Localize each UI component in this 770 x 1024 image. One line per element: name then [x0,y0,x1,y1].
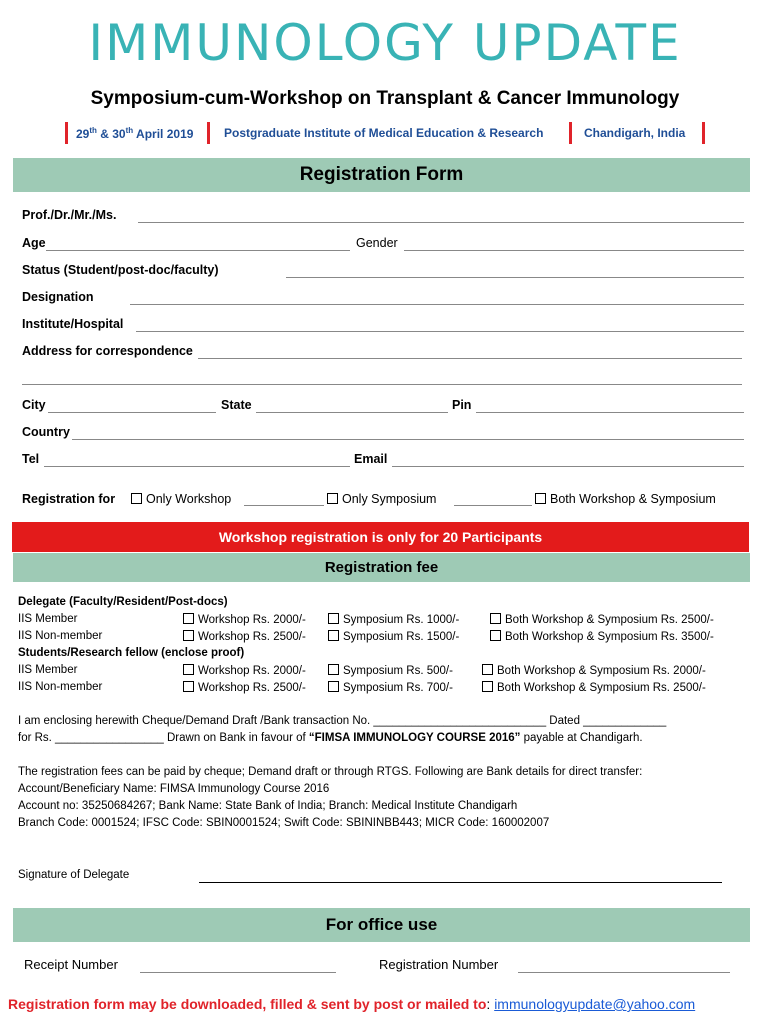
contact-email-link[interactable]: immunologyupdate@yahoo.com [494,996,696,1012]
divider [207,122,210,144]
footer-note: Registration form may be downloaded, filled & sent by post or mailed to: immunologyupdate@yahoo.com [8,996,696,1012]
fee-row-label: IIS Member [18,664,78,676]
fee-group-delegate: Delegate (Faculty/Resident/Post-docs) [18,596,228,608]
status-field[interactable] [286,277,744,278]
registration-number-label: Registration Number [379,957,499,972]
divider [569,122,572,144]
fee-group-students: Students/Research fellow (enclose proof) [18,647,245,659]
registration-number-field[interactable] [518,972,730,973]
age-label: Age [22,236,46,250]
signature-field[interactable] [199,882,722,883]
event-location: Chandigarh, India [584,126,686,140]
checkbox[interactable] [535,493,546,504]
blank-line [454,505,532,506]
gender-field[interactable] [404,250,744,251]
name-field[interactable] [138,222,744,223]
fee-symposium[interactable]: Symposium Rs. 1500/- [328,630,459,643]
checkbox[interactable] [328,613,339,624]
option-both[interactable]: Both Workshop & Symposium [535,492,716,506]
email-label: Email [354,452,388,466]
office-use-heading: For office use [13,908,750,942]
institute-label: Institute/Hospital [22,317,124,331]
fee-row-label: IIS Non-member [18,681,103,693]
fee-workshop[interactable]: Workshop Rs. 2000/- [183,664,306,677]
registration-for-label: Registration for [22,492,116,506]
designation-label: Designation [22,290,94,304]
checkbox[interactable] [183,664,194,675]
address-field-line2[interactable] [22,384,742,385]
status-label: Status (Student/post-doc/faculty) [22,263,219,277]
blank-line [244,505,324,506]
checkbox[interactable] [328,664,339,675]
age-field[interactable] [46,250,350,251]
checkbox[interactable] [183,613,194,624]
divider [65,122,68,144]
payment-line-2: for Rs. _________________ Drawn on Bank in favour of “FIMSA IMMUNOLOGY COURSE 2016” payable at Chandigarh. [18,732,643,744]
event-dates: 29th & 30th April 2019 [76,126,194,141]
participant-limit-banner: Workshop registration is only for 20 Participants [12,522,749,552]
fee-symposium[interactable]: Symposium Rs. 1000/- [328,613,459,626]
name-label: Prof./Dr./Mr./Ms. [22,208,117,222]
fee-row-label: IIS Non-member [18,630,103,642]
tel-label: Tel [22,452,40,466]
country-field[interactable] [72,439,744,440]
bank-codes: Branch Code: 0001524; IFSC Code: SBIN0001524; Swift Code: SBININBB443; MICR Code: 160002007 [18,817,550,829]
institute-name: Postgraduate Institute of Medical Education & Research [224,126,544,140]
pin-label: Pin [452,398,472,412]
checkbox[interactable] [490,613,501,624]
signature-label: Signature of Delegate [18,869,130,881]
fee-both[interactable]: Both Workshop & Symposium Rs. 2500/- [482,681,706,694]
checkbox[interactable] [183,630,194,641]
email-field[interactable] [392,466,744,467]
receipt-number-label: Receipt Number [24,957,118,972]
bank-account-number: Account no: 35250684267; Bank Name: State Bank of India; Branch: Medical Institute Chandigarh [18,800,518,812]
fee-workshop[interactable]: Workshop Rs. 2000/- [183,613,306,626]
checkbox[interactable] [328,630,339,641]
option-only-workshop[interactable]: Only Workshop [131,492,231,506]
option-only-symposium[interactable]: Only Symposium [327,492,436,506]
address-label: Address for correspondence [22,344,193,358]
checkbox[interactable] [482,664,493,675]
checkbox[interactable] [328,681,339,692]
city-field[interactable] [48,412,216,413]
fee-both[interactable]: Both Workshop & Symposium Rs. 3500/- [490,630,714,643]
subtitle: Symposium-cum-Workshop on Transplant & Cancer Immunology [90,88,680,109]
state-field[interactable] [256,412,448,413]
pin-field[interactable] [476,412,744,413]
designation-field[interactable] [130,304,744,305]
address-field[interactable] [198,358,742,359]
registration-fee-heading: Registration fee [13,553,750,582]
country-label: Country [22,425,70,439]
tel-field[interactable] [44,466,350,467]
fee-workshop[interactable]: Workshop Rs. 2500/- [183,681,306,694]
fee-both[interactable]: Both Workshop & Symposium Rs. 2500/- [490,613,714,626]
payment-line-1: I am enclosing herewith Cheque/Demand Draft /Bank transaction No. ___________________________ Dated _____________ [18,715,667,727]
city-label: City [22,398,46,412]
institute-field[interactable] [136,331,744,332]
checkbox[interactable] [490,630,501,641]
gender-label: Gender [356,236,398,250]
fee-both[interactable]: Both Workshop & Symposium Rs. 2000/- [482,664,706,677]
bank-account-name: Account/Beneficiary Name: FIMSA Immunology Course 2016 [18,783,330,795]
checkbox[interactable] [327,493,338,504]
state-label: State [221,398,252,412]
fee-workshop[interactable]: Workshop Rs. 2500/- [183,630,306,643]
fee-symposium[interactable]: Symposium Rs. 500/- [328,664,453,677]
fee-row-label: IIS Member [18,613,78,625]
registration-form-heading: Registration Form [13,158,750,192]
checkbox[interactable] [482,681,493,692]
fee-symposium[interactable]: Symposium Rs. 700/- [328,681,453,694]
divider [702,122,705,144]
checkbox[interactable] [183,681,194,692]
bank-details-intro: The registration fees can be paid by cheque; Demand draft or through RTGS. Following are Bank details for direct transfer: [18,766,643,778]
checkbox[interactable] [131,493,142,504]
page-title: IMMUNOLOGY UPDATE [88,14,682,72]
receipt-number-field[interactable] [140,972,336,973]
